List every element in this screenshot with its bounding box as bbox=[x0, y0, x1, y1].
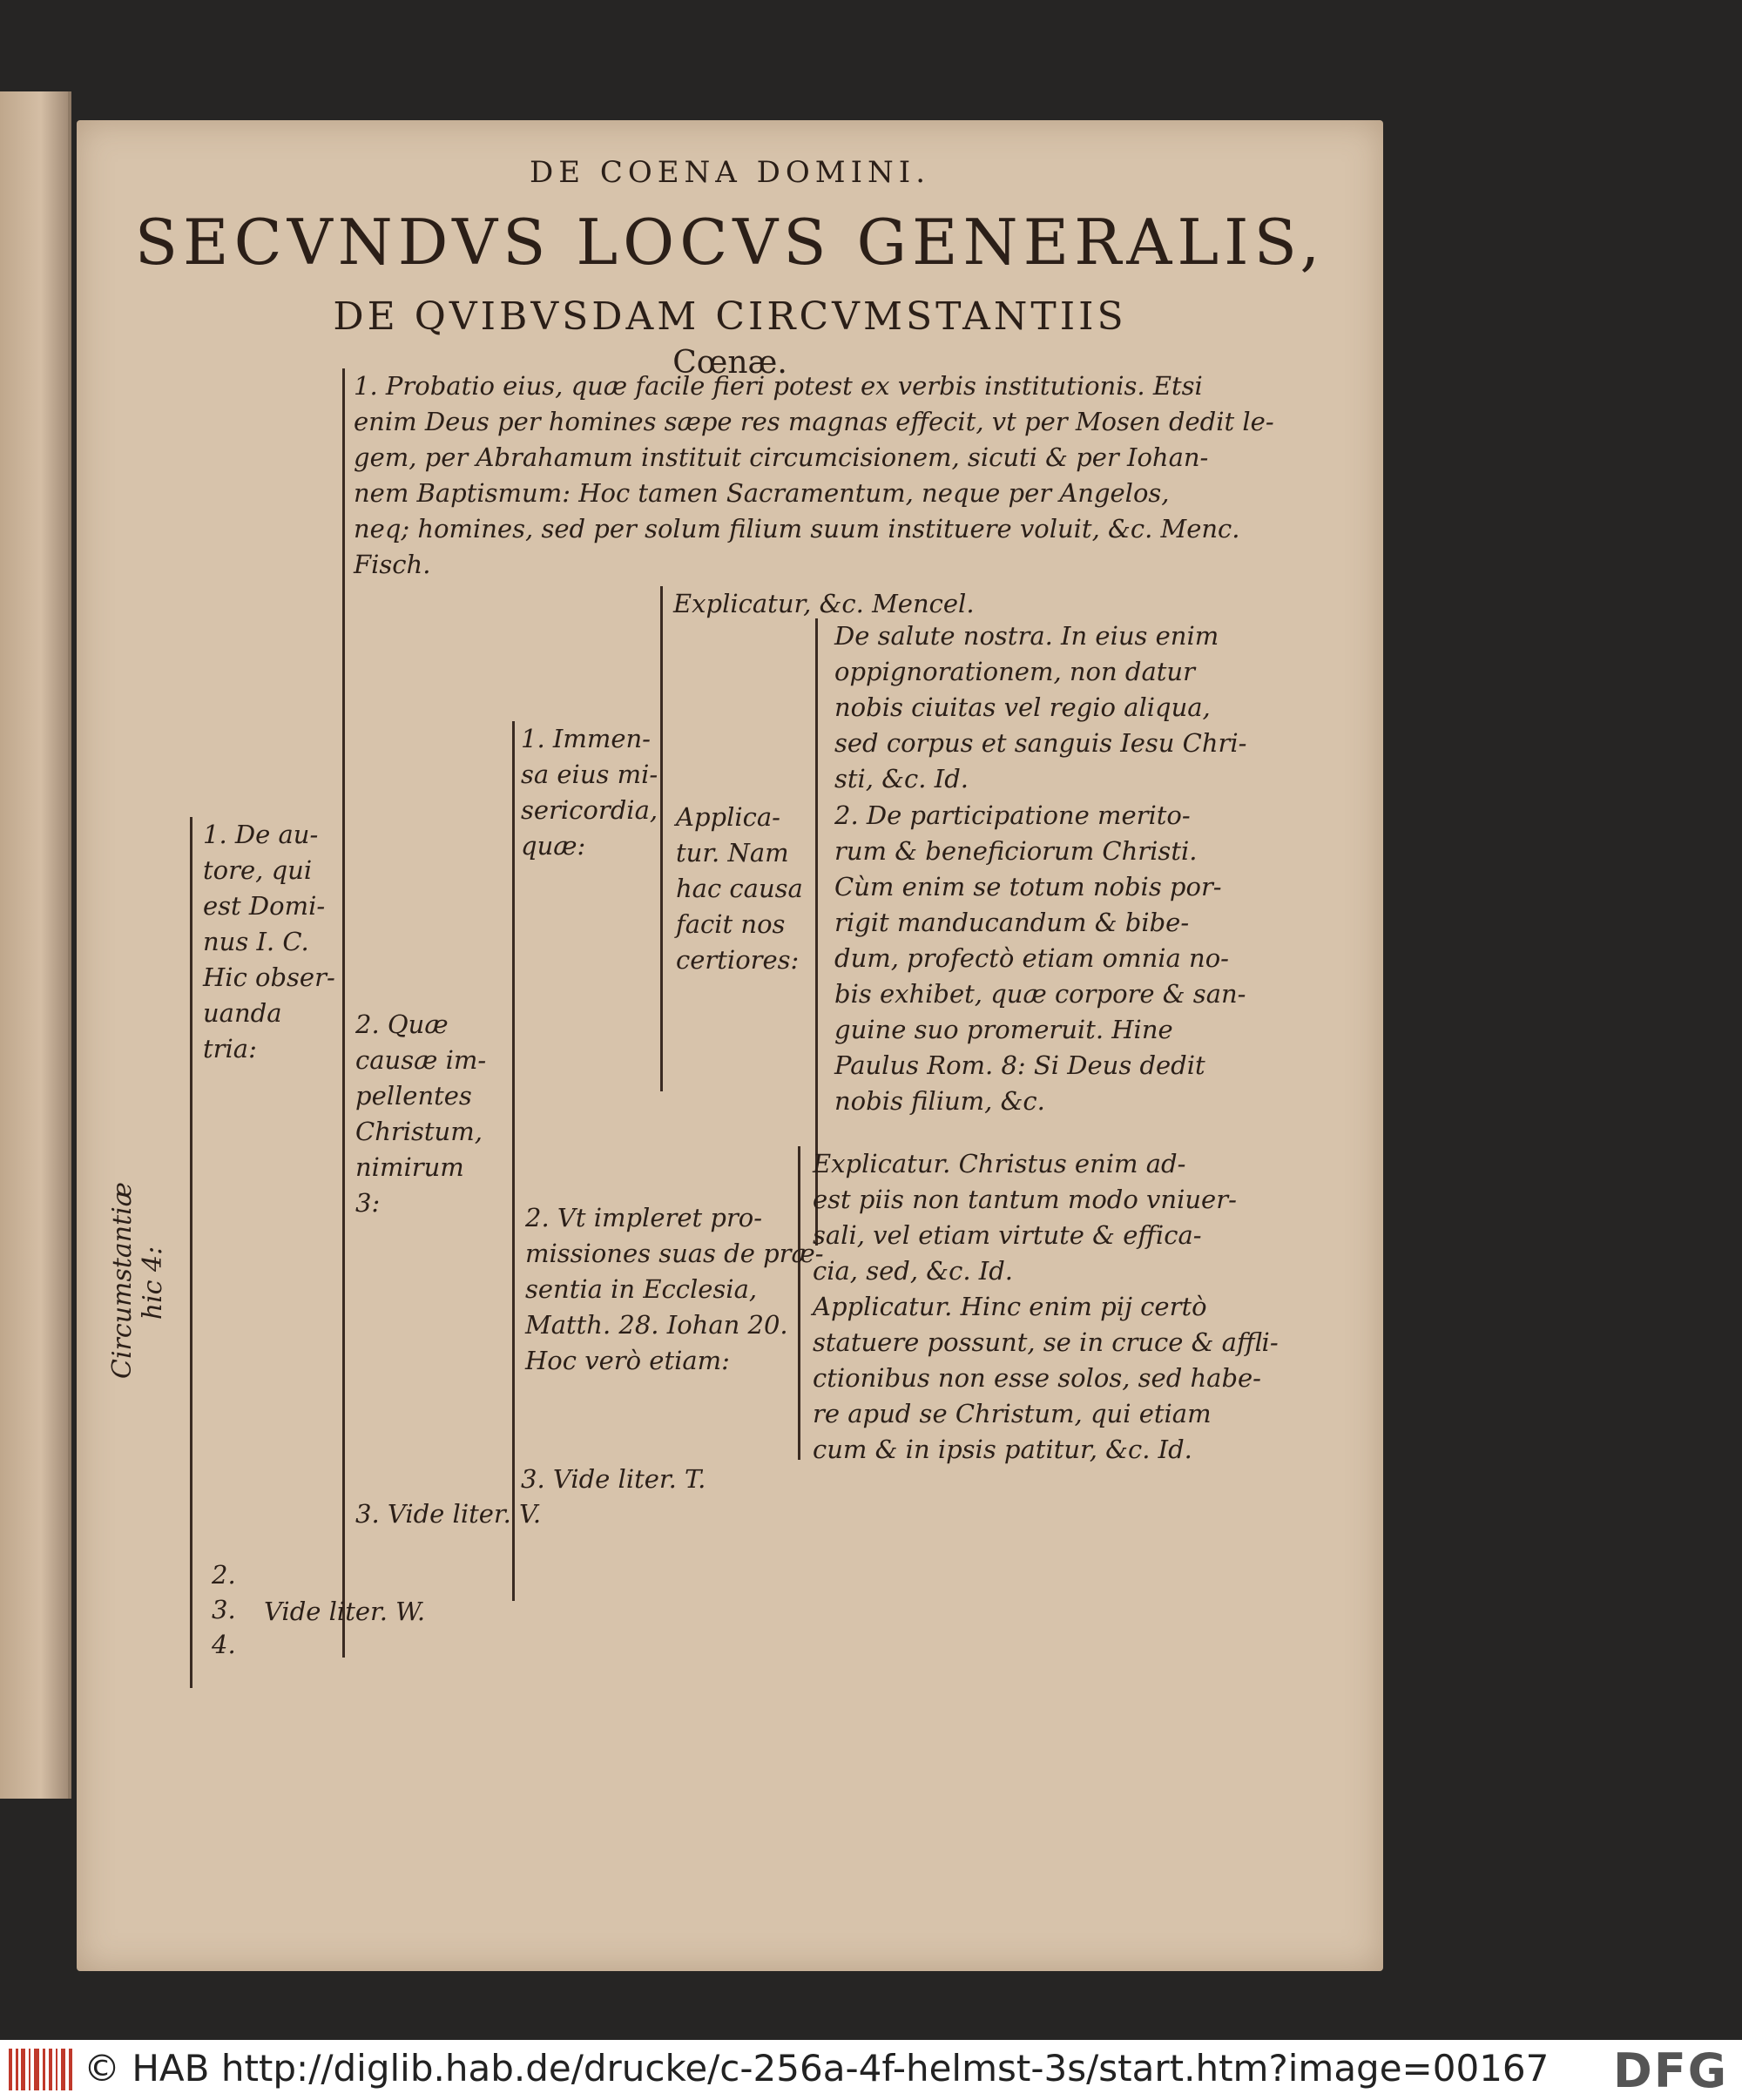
book-page bbox=[77, 120, 1383, 1971]
immensa-line: 1. Immen- bbox=[521, 724, 651, 753]
impleret-line: missiones suas de præ- bbox=[525, 1239, 824, 1268]
footer-credit-link[interactable]: © HAB http://diglib.hab.de/drucke/c-256a-4f-helmst-3s/start.htm?image=00167 bbox=[84, 2047, 1550, 2090]
col1-line: tore, qui bbox=[203, 855, 313, 885]
running-head: DE COENA DOMINI. bbox=[529, 155, 931, 190]
footer-bar bbox=[0, 2040, 1742, 2100]
probatio-line: neq; homines, sed per solum filium suum instituere voluit, &c. Menc. bbox=[354, 514, 1240, 544]
applicatur1-line: Applica- bbox=[676, 802, 780, 832]
immensa-line: sericordia, bbox=[521, 795, 658, 825]
salute-line: De salute nostra. In eius enim bbox=[834, 621, 1219, 651]
salute-line: sed corpus et sanguis Iesu Chri- bbox=[834, 728, 1247, 758]
col1-line: Hic obser- bbox=[203, 962, 335, 992]
applicatur2-line: re apud se Christum, qui etiam bbox=[813, 1399, 1212, 1428]
col1-item-3: 3. bbox=[212, 1595, 236, 1624]
col1-line: uanda bbox=[203, 998, 282, 1028]
applicatur1-line: hac causa bbox=[676, 874, 803, 903]
ref-t: 3. Vide liter. T. bbox=[521, 1464, 706, 1494]
ref-w: Vide liter. W. bbox=[264, 1597, 426, 1626]
applicatur1-line: facit nos bbox=[676, 909, 786, 939]
explicatur2-line: sali, vel etiam virtute & effica- bbox=[813, 1220, 1202, 1250]
impleret-line: sentia in Ecclesia, bbox=[525, 1274, 758, 1304]
page-subtitle-2: Cœnæ. bbox=[672, 345, 787, 381]
col1-line: 1. De au- bbox=[203, 820, 319, 849]
immensa-line: sa eius mi- bbox=[521, 760, 658, 789]
causa-line: 3: bbox=[355, 1188, 381, 1218]
causa-line: Christum, bbox=[355, 1117, 483, 1146]
applicatur2-line: Applicatur. Hinc enim pij certò bbox=[813, 1292, 1207, 1321]
impleret-line: Matth. 28. Iohan 20. bbox=[525, 1310, 788, 1340]
probatio-line: Fisch. bbox=[354, 550, 431, 579]
probatio-line: gem, per Abrahamum instituit circumcisionem, sicuti & per Iohan- bbox=[354, 442, 1209, 472]
page-subtitle: DE QVIBVSDAM CIRCVMSTANTIIS bbox=[333, 294, 1127, 339]
participatione-line: Paulus Rom. 8: Si Deus dedit bbox=[834, 1050, 1205, 1080]
applicatur2-line: cum & in ipsis patitur, &c. Id. bbox=[813, 1435, 1192, 1464]
participatione-line: dum, profectò etiam omnia no- bbox=[834, 943, 1229, 973]
barcode-icon bbox=[9, 2049, 73, 2090]
participatione-line: rigit manducandum & bibe- bbox=[834, 908, 1190, 937]
causa-line: 2. Quæ bbox=[355, 1009, 449, 1039]
participatione-line: nobis filium, &c. bbox=[834, 1086, 1045, 1116]
participatione-line: bis exhibet, quæ corpore & san- bbox=[834, 979, 1246, 1009]
col1-line: nus I. C. bbox=[203, 927, 309, 956]
col1-line: tria: bbox=[203, 1034, 257, 1064]
probatio-line: 1. Probatio eius, quæ facile fieri potest ex verbis institutionis. Etsi bbox=[354, 371, 1203, 401]
explicatur2-line: est piis non tantum modo vniuer- bbox=[813, 1185, 1237, 1214]
side-label: Circumstantiæ hic 4: bbox=[107, 1182, 168, 1379]
dfg-logo: DFG bbox=[1613, 2043, 1729, 2098]
participatione-line: 2. De participatione merito- bbox=[834, 800, 1191, 830]
page-title: SECVNDVS LOCVS GENERALIS, bbox=[134, 206, 1326, 279]
applicatur2-line: statuere possunt, se in cruce & affli- bbox=[813, 1327, 1279, 1357]
explicatur2-line: Explicatur. Christus enim ad- bbox=[813, 1149, 1186, 1178]
brace-3 bbox=[660, 586, 663, 1091]
causa-line: pellentes bbox=[355, 1081, 472, 1111]
participatione-line: guine suo promeruit. Hine bbox=[834, 1015, 1173, 1044]
col1-item-2: 2. bbox=[212, 1560, 236, 1590]
explicatur2-line: cia, sed, &c. Id. bbox=[813, 1256, 1014, 1286]
participatione-line: Cùm enim se totum nobis por- bbox=[834, 872, 1222, 901]
explicatur-1: Explicatur, &c. Mencel. bbox=[673, 589, 975, 618]
salute-line: sti, &c. Id. bbox=[834, 764, 969, 793]
causa-line: causæ im- bbox=[355, 1045, 487, 1075]
salute-line: nobis ciuitas vel regio aliqua, bbox=[834, 692, 1211, 722]
impleret-line: Hoc verò etiam: bbox=[525, 1346, 730, 1375]
brace-2 bbox=[512, 721, 515, 1601]
col1-line: est Domi- bbox=[203, 891, 326, 921]
ref-v: 3. Vide liter. V. bbox=[355, 1499, 542, 1529]
previous-page-edge bbox=[0, 91, 71, 1799]
probatio-line: enim Deus per homines sæpe res magnas effecit, vt per Mosen dedit le- bbox=[354, 407, 1274, 436]
brace-main bbox=[190, 817, 192, 1688]
applicatur2-line: ctionibus non esse solos, sed habe- bbox=[813, 1363, 1261, 1393]
causa-line: nimirum bbox=[355, 1152, 464, 1182]
col1-item-4: 4. bbox=[212, 1630, 236, 1659]
brace-5 bbox=[798, 1146, 800, 1460]
impleret-line: 2. Vt impleret pro- bbox=[525, 1203, 763, 1232]
participatione-line: rum & beneficiorum Christi. bbox=[834, 836, 1198, 866]
applicatur1-line: tur. Nam bbox=[676, 838, 789, 868]
probatio-line: nem Baptismum: Hoc tamen Sacramentum, neque per Angelos, bbox=[354, 478, 1170, 508]
immensa-line: quæ: bbox=[521, 831, 586, 861]
salute-line: oppignorationem, non datur bbox=[834, 657, 1195, 686]
brace-1 bbox=[342, 368, 345, 1658]
applicatur1-line: certiores: bbox=[676, 945, 800, 975]
